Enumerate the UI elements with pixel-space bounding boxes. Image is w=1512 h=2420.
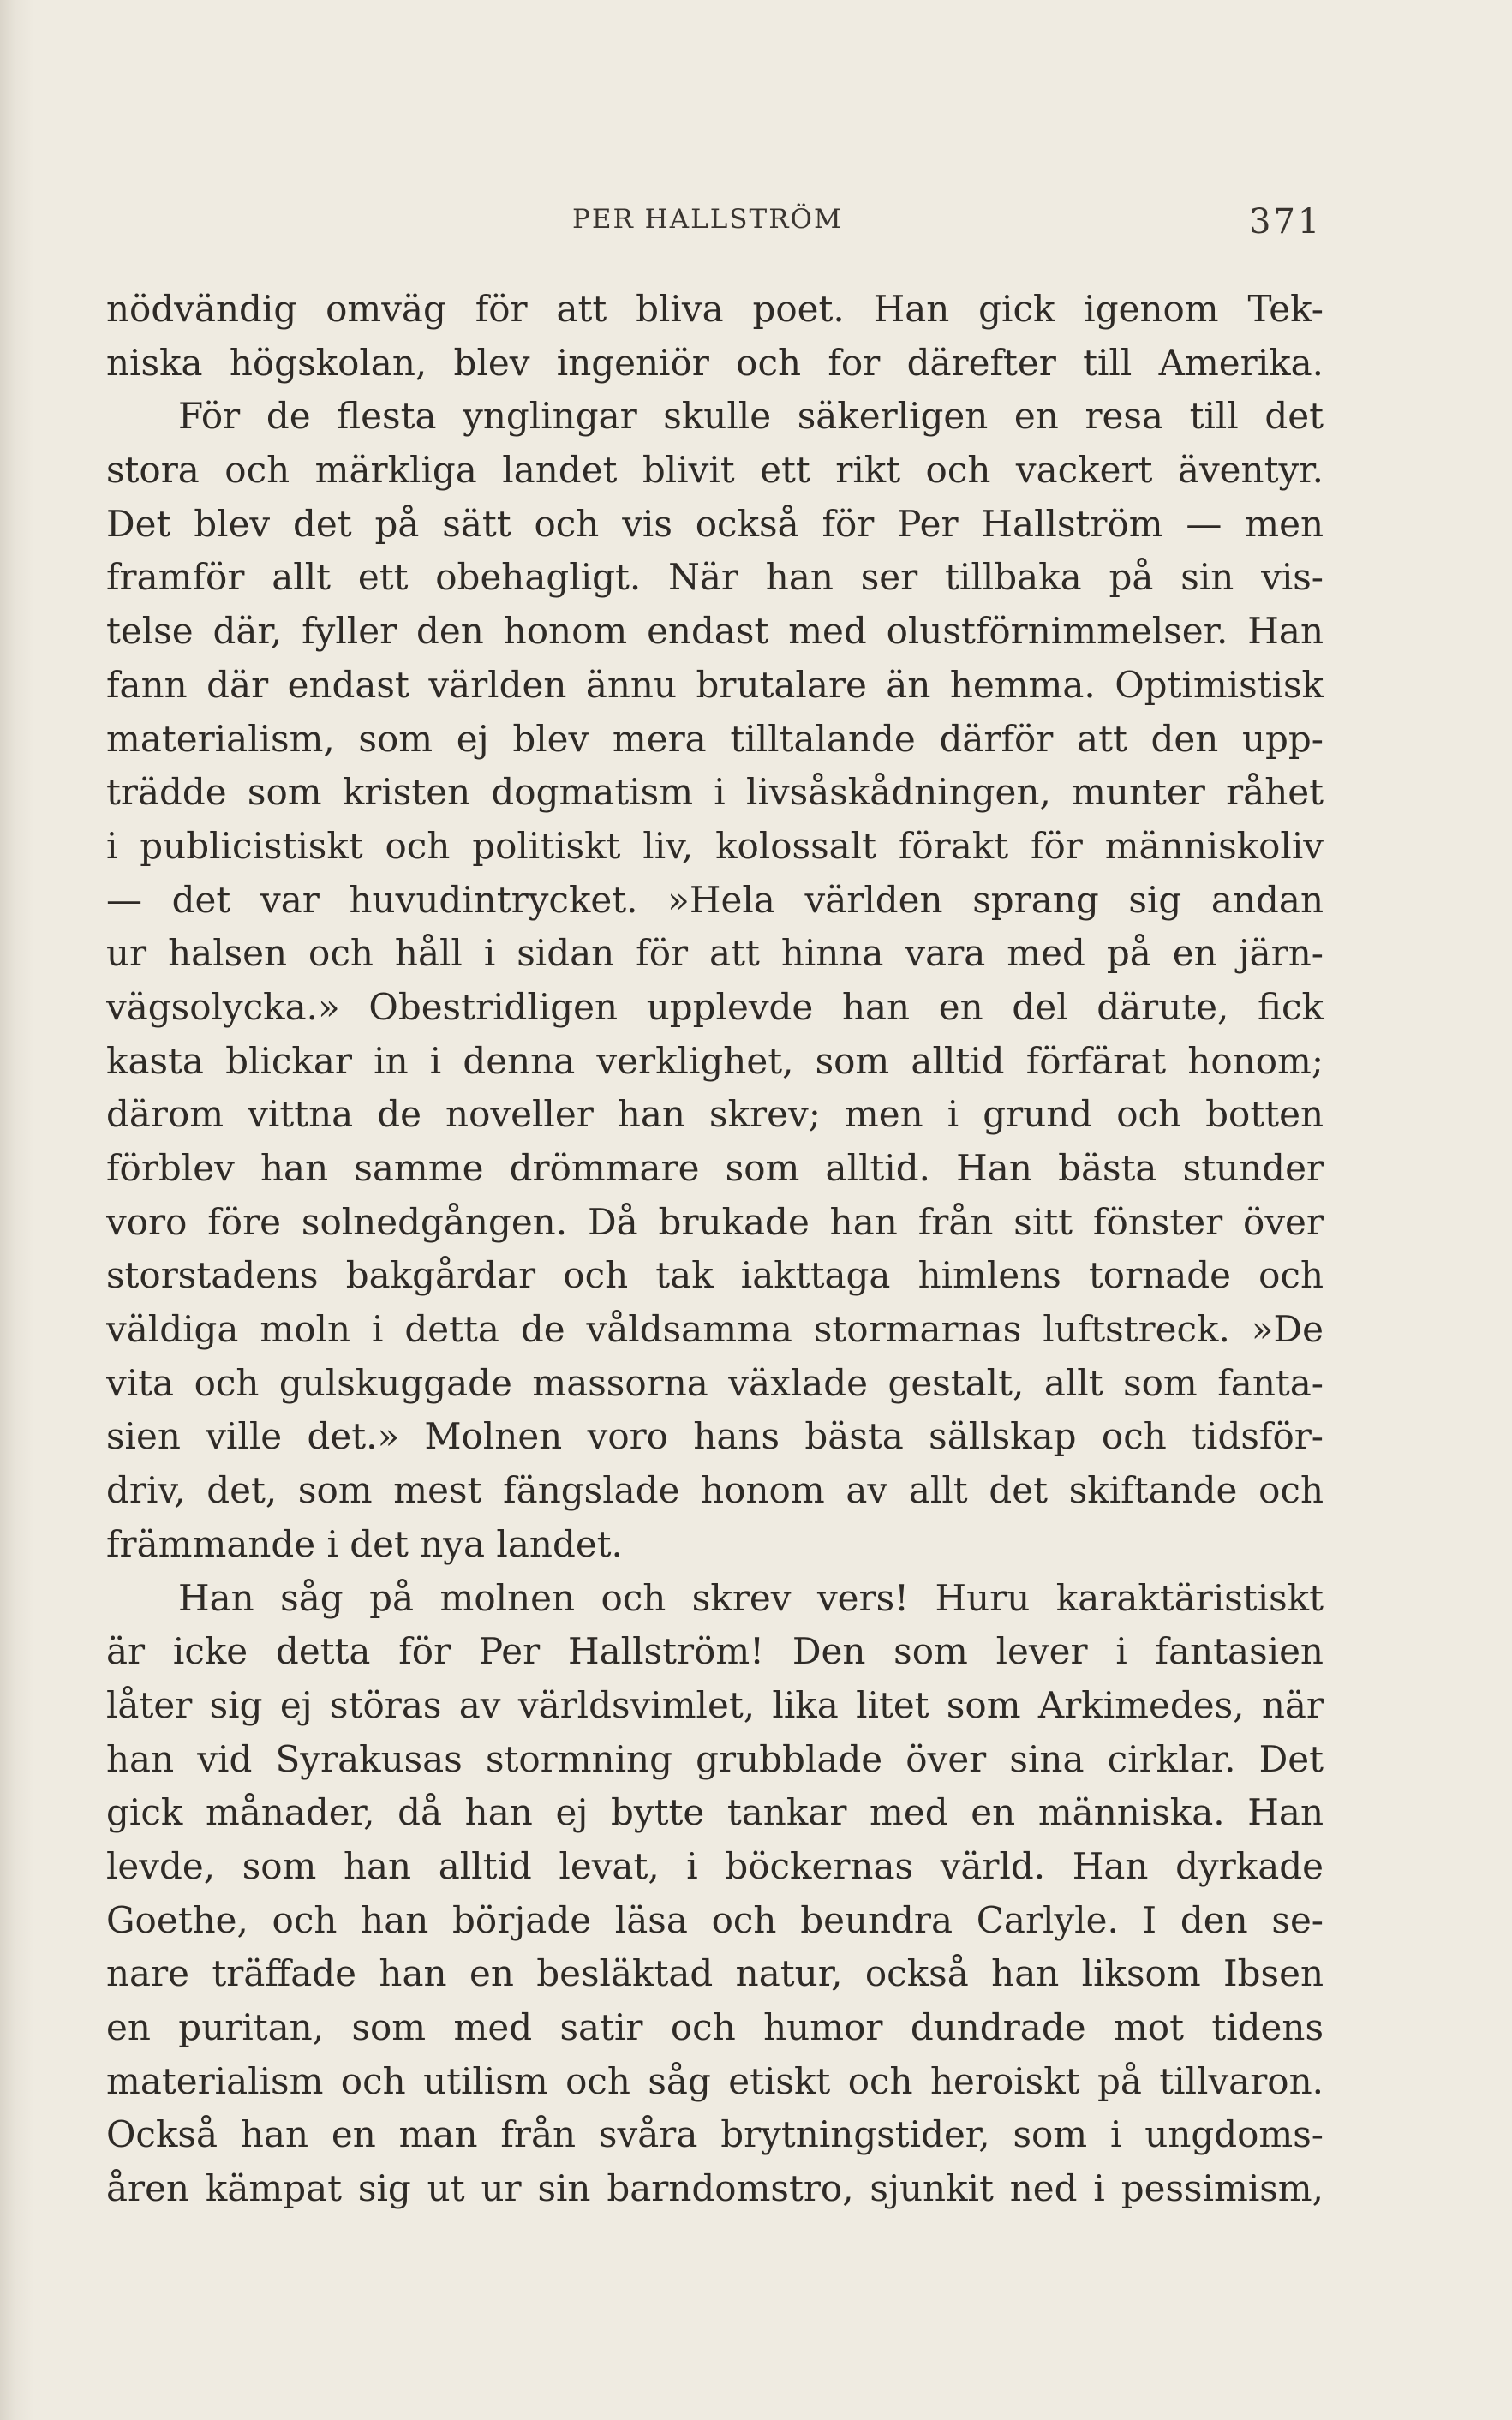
text-line: trädde som kristen dogmatism i livsåskådningen, munter råhet	[106, 771, 1324, 814]
text-line: För de flesta ynglingar skulle säkerligen en resa till det	[178, 395, 1324, 438]
text-line: kasta blickar in i denna verklighet, som alltid förfärat honom;	[106, 1039, 1324, 1082]
text-line: en puritan, som med satir och humor dundrade mot tidens	[106, 2006, 1324, 2048]
text-line: ur halsen och håll i sidan för att hinna vara med på en järn-	[106, 932, 1324, 975]
text-line: nare träffade han en besläktad natur, också han liksom Ibsen	[106, 1952, 1324, 1995]
text-line: materialism och utilism och såg etiskt och heroiskt på tillvaron.	[106, 2059, 1324, 2102]
text-line: Goethe, och han började läsa och beundra Carlyle. I den se-	[106, 1898, 1324, 1941]
text-line: telse där, fyller den honom endast med olustförnimmelser. Han	[106, 610, 1324, 653]
text-line: driv, det, som mest fängslade honom av allt det skiftande och	[106, 1469, 1324, 1512]
text-line: Det blev det på sätt och vis också för Per Hallström — men	[106, 502, 1324, 545]
text-line: stora och märkliga landet blivit ett rikt och vackert äventyr.	[106, 449, 1324, 492]
text-line: sien ville det.» Molnen voro hans bästa sällskap och tidsför-	[106, 1415, 1324, 1458]
text-line: åren kämpat sig ut ur sin barndomstro, sjunkit ned i pessimism,	[106, 2167, 1324, 2210]
text-line: nödvändig omväg för att bliva poet. Han gick igenom Tek-	[106, 288, 1324, 330]
text-line: väldiga moln i detta de våldsamma stormarnas luftstreck. »De	[106, 1308, 1324, 1351]
text-line: materialism, som ej blev mera tilltalande därför att den upp-	[106, 717, 1324, 760]
text-line: levde, som han alltid levat, i böckernas värld. Han dyrkade	[106, 1844, 1324, 1887]
text-line: därom vittna de noveller han skrev; men i grund och botten	[106, 1093, 1324, 1136]
running-title: PER HALLSTRÖM	[572, 204, 843, 235]
text-line: voro före solnedgången. Då brukade han från sitt fönster över	[106, 1200, 1324, 1243]
text-line: storstadens bakgårdar och tak iakttaga himlens tornade och	[106, 1254, 1324, 1297]
text-line: låter sig ej störas av världsvimlet, lika litet som Arkimedes, när	[106, 1683, 1324, 1726]
text-line: är icke detta för Per Hallström! Den som lever i fantasien	[106, 1630, 1324, 1673]
text-line: förblev han samme drömmare som alltid. Han bästa stunder	[106, 1147, 1324, 1189]
text-line: i publicistiskt och politiskt liv, kolossalt förakt för människoliv	[106, 824, 1324, 867]
text-line: vita och gulskuggade massorna växlade gestalt, allt som fanta-	[106, 1361, 1324, 1404]
text-line: han vid Syrakusas stormning grubblade över sina cirklar. Det	[106, 1737, 1324, 1780]
page-number: 371	[1249, 202, 1323, 242]
text-line: Också han en man från svåra brytningstider, som i ungdoms-	[106, 2113, 1324, 2156]
text-line: fann där endast världen ännu brutalare än hemma. Optimistisk	[106, 663, 1324, 706]
body-text	[106, 283, 1324, 2216]
text-line: niska högskolan, blev ingeniör och for därefter till Amerika.	[106, 341, 1324, 384]
text-line: Han såg på molnen och skrev vers! Huru karaktäristiskt	[178, 1576, 1324, 1619]
text-line: vägsolycka.» Obestridligen upplevde han en del därute, fick	[106, 985, 1324, 1028]
text-line: främmande i det nya landet.	[106, 1522, 623, 1565]
text-line: gick månader, då han ej bytte tankar med en människa. Han	[106, 1791, 1324, 1834]
running-header	[0, 199, 1512, 242]
text-line: framför allt ett obehagligt. När han ser tillbaka på sin vis-	[106, 556, 1324, 599]
text-line: — det var huvudintrycket. »Hela världen sprang sig andan	[106, 878, 1324, 921]
